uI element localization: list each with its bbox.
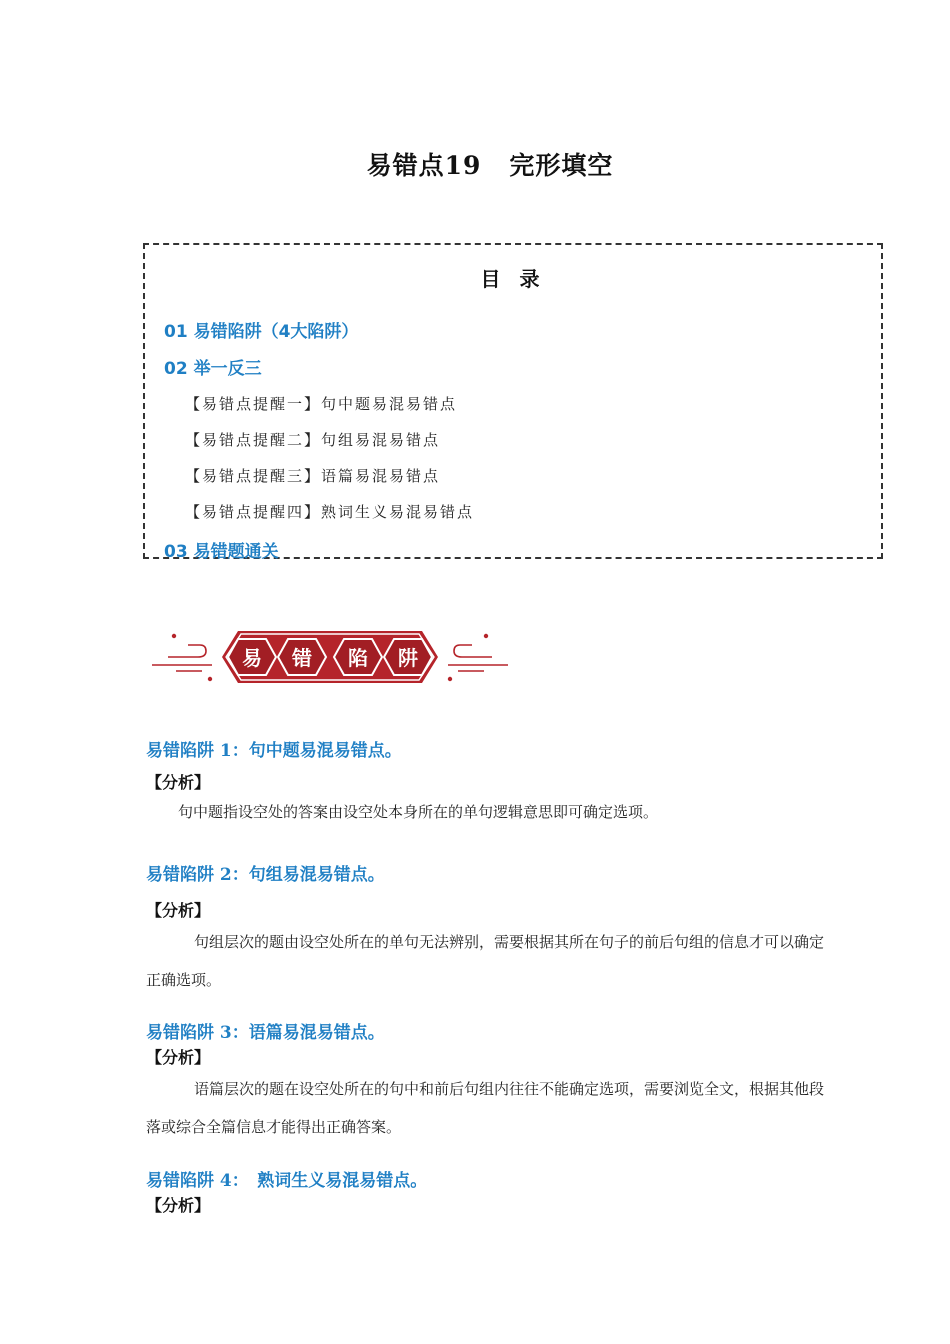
pitfall-4-analysis-label: 【分析】 — [146, 1196, 211, 1215]
pitfall-3-heading: 易错陷阱 3：语篇易混易错点。 — [146, 1023, 385, 1043]
banner-char-1: 易 — [242, 646, 262, 670]
table-of-contents — [143, 243, 883, 562]
toc-heading: 目 录 — [480, 267, 546, 291]
pitfall-2-analysis-label: 【分析】 — [146, 901, 211, 920]
pitfall-2-heading: 易错陷阱 2：句组易混易错点。 — [146, 865, 385, 885]
pitfall-2-text: 句组层次的题由设空处所在的单句无法辨别，需要根据其所在句子的前后句组的信息才可以确定正确选项。 — [146, 933, 825, 989]
right-swirl-ornament — [448, 645, 508, 671]
title-sub: 完形填空 — [509, 151, 614, 180]
title-main: 易错点19 — [366, 151, 482, 180]
pitfall-1-heading: 易错陷阱 1：句中题易混易错点。 — [146, 741, 402, 761]
toc-section-2[interactable]: 02 举一反三 — [164, 359, 262, 379]
banner-tile-1 — [228, 639, 276, 675]
left-dot-top — [172, 634, 176, 638]
toc-item-4[interactable]: 【易错点提醒四】熟词生义易混易错点 — [185, 503, 475, 521]
page-title — [0, 146, 950, 182]
banner-tile-2 — [278, 639, 326, 675]
left-swirl-ornament — [152, 645, 212, 671]
pitfall-banner — [150, 623, 510, 689]
banner-tile-4 — [384, 639, 432, 675]
banner-char-4: 阱 — [398, 646, 418, 670]
toc-item-2[interactable]: 【易错点提醒二】句组易混易错点 — [185, 431, 441, 449]
pitfall-1-analysis-label: 【分析】 — [146, 773, 211, 792]
pitfall-3-text: 语篇层次的题在设空处所在的句中和前后句组内往往不能确定选项，需要浏览全文，根据其他段落或综合全篇信息才能得出正确答案。 — [146, 1080, 825, 1136]
banner-tile-3 — [334, 639, 382, 675]
pitfall-4-heading: 易错陷阱 4： 熟词生义易混易错点。 — [146, 1171, 428, 1191]
right-dot-bottom — [448, 677, 452, 681]
right-dot-top — [484, 634, 488, 638]
pitfall-3-analysis-label: 【分析】 — [146, 1048, 211, 1067]
toc-section-3[interactable]: 03 易错题通关 — [164, 542, 279, 562]
pitfall-1-text: 句中题指设空处的答案由设空处本身所在的单句逻辑意思即可确定选项。 — [178, 803, 659, 821]
banner-char-3: 陷 — [348, 646, 368, 670]
toc-item-3[interactable]: 【易错点提醒三】语篇易混易错点 — [185, 467, 441, 485]
toc-section-1[interactable]: 01 易错陷阱（4大陷阱） — [164, 322, 359, 342]
banner-char-2: 错 — [292, 646, 312, 670]
left-dot-bottom — [208, 677, 212, 681]
toc-item-1[interactable]: 【易错点提醒一】句中题易混易错点 — [185, 395, 458, 413]
